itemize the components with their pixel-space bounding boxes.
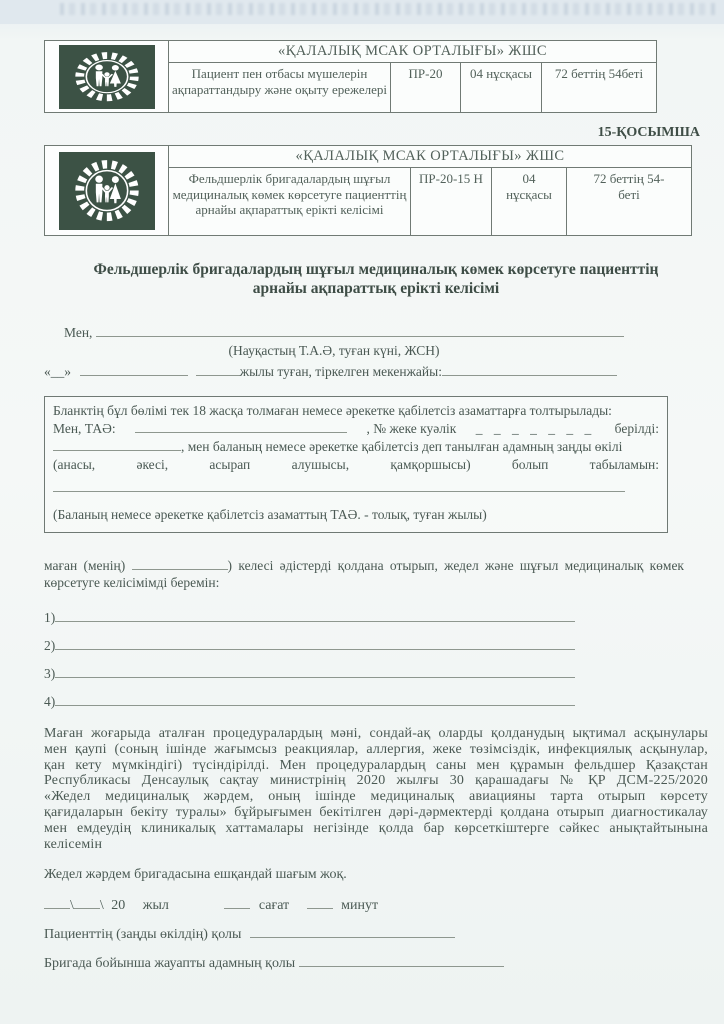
guardian-line-4: (анасы, әкесі, асырап алушысы, қамқоршысы) болып табыламын: [53,457,659,472]
date-separator: \ [99,898,104,914]
version-text: 04 нұсқасы [506,171,552,202]
item-number: 4) [44,694,56,709]
blank-line [224,896,250,909]
guardian-name-label: Мен, ТАӘ: [53,421,116,436]
version-cell [491,167,566,235]
blank-line [55,637,575,650]
consent-intro-suffix: ) келесі әдістерді қолдана отырып, жедел және шұғыл медициналық көмек көрсетуге келісімімді беремін: [44,558,684,590]
issued-label: берілді: [614,421,659,436]
item-number: 1) [44,610,56,625]
page-title: Фельдшерлік бригадалардың шұғыл медициналық көмек көрсетуге пациенттің арнайы ақпараттық ерікті келісімі [93,261,659,297]
consent-intro-prefix: маған (менің) [44,558,126,573]
blank-line [44,896,70,909]
blank-line [74,896,100,909]
date-separator: \ [70,898,74,914]
brigade-signature-label: Бригада бойынша жауапты адамның қолы [44,956,296,972]
item-number: 2) [44,638,56,653]
pages-cell: 72 беттің 54беті [541,62,656,112]
hour-label: сағат [258,898,290,914]
blank-line [53,478,625,492]
birth-address-label: жылы туған, тіркелген мекенжайы: [239,364,442,379]
header-table-1 [44,40,657,113]
header-table-2 [44,145,692,236]
blank-line [55,693,575,706]
birth-row [44,363,708,380]
org-title: «ҚАЛАЛЫҚ МСАК ОРТАЛЫҒЫ» ЖШС [168,146,691,167]
consent-item-row [44,665,575,682]
patient-name-caption: (Науқастың Т.А.Ә, туған күні, ЖСН) [228,343,440,358]
patient-signature-label: Пациенттің (заңды өкілдің) қолы [44,927,242,943]
org-logo [59,45,155,109]
document-name-cell: Пациент пен отбасы мүшелерін ақпараттандыру және оқыту ережелері [168,62,390,112]
blank-line [55,609,575,622]
minute-label: минут [341,898,379,914]
consent-intro [44,557,684,591]
pages-cell [566,167,691,235]
year-label: жыл [142,898,169,914]
guardian-caption: (Баланың немесе әрекетке қабілетсіз азаматтың ТАӘ. - толық, туған жылы) [53,507,487,522]
patient-name-label: Мен, [64,325,93,340]
document-code-cell: ПР-20 [390,62,460,112]
family-emblem-icon [63,48,151,106]
blank-line [442,363,617,376]
year-prefix: 20 [111,898,126,914]
version-cell: 04 нұсқасы [460,62,541,112]
guardian-relation-text: , мен баланың немесе әрекетке қабілетсіз деп танылған адамның заңды өкілі [181,439,623,454]
appendix-label: 15-ҚОСЫМША [597,125,700,140]
blank-line [250,925,455,938]
logo-cell [45,146,168,235]
blank-line [55,665,575,678]
blank-line [80,363,188,376]
blank-line [307,896,333,909]
no-complaints-line: Жедел жәрдем бригадасына ешқандай шағым жоқ. [44,867,347,883]
id-number-dashes: _ _ _ _ _ _ _ [475,421,596,436]
document-code-cell: ПР-20-15 Н [410,167,491,235]
patient-name-row [44,324,624,341]
org-logo [59,152,155,230]
id-card-label: , № жеке куәлік [366,421,457,436]
family-emblem-icon [63,155,151,227]
blank-line [132,557,228,570]
blank-line [299,954,504,967]
blank-line [135,420,347,433]
blank-line [196,363,240,376]
blank-line [96,324,624,337]
document-name-cell: Фельдшерлік бригадалардың шұғыл медициналық көмек көрсетуге пациенттің арнайы ақпараттық ерікті келісімі [168,167,410,235]
pages-text: 72 беттің 54-беті [593,171,665,202]
consent-item-row [44,637,575,654]
logo-cell [45,41,168,112]
datetime-row [44,896,708,914]
brigade-signature-row [44,954,708,972]
item-number: 3) [44,666,56,681]
informed-consent-statement: Маған жоғарыда аталған процедуралардың мәні, сондай-ақ оларды қолданудың ықтимал асқынулары мен қаупі (соның ішінде жағымсыз реакциялар, аллергия, жеке төзімсіздік, инфекциялық асқынулар, қан кету мүмкіндігі) түсіндірілді. Мен процедуралардың саны мен құрамын фельдшер Қазақстан Республикасы Денсаулық сақтау министрінің 2020 жылғы 30 қарашадағы № ҚР ДСМ-225/2020 «Жедел медициналық жәрдем, оның ішінде медициналық авиацияны тарта отырып көрсету қағидаларын бекіту туралы» бұйрығымен бекітілген дәрі-дәрмектерді қолдана отырып диагностикалау мен емдеудің клиникалық хаттамалары негізінде қолда бар көрсеткіштерге сәйкес анықтайтынына келісемін [44,726,708,852]
scan-artifact-band [0,0,724,24]
patient-signature-row [44,925,708,943]
blank-line [53,438,181,451]
guardian-section-box [44,396,668,533]
guardian-line-1: Бланктің бұл бөлімі тек 18 жасқа толмаған немесе әрекетке қабілетсіз азаматтарға толтырылады: [53,403,612,418]
guardian-line-2 [53,420,659,438]
org-title: «ҚАЛАЛЫҚ МСАК ОРТАЛЫҒЫ» ЖШС [168,41,656,62]
consent-item-row [44,693,575,710]
guardian-line-3 [53,438,659,456]
consent-item-row [44,609,575,626]
date-quote: «__» [44,364,71,379]
